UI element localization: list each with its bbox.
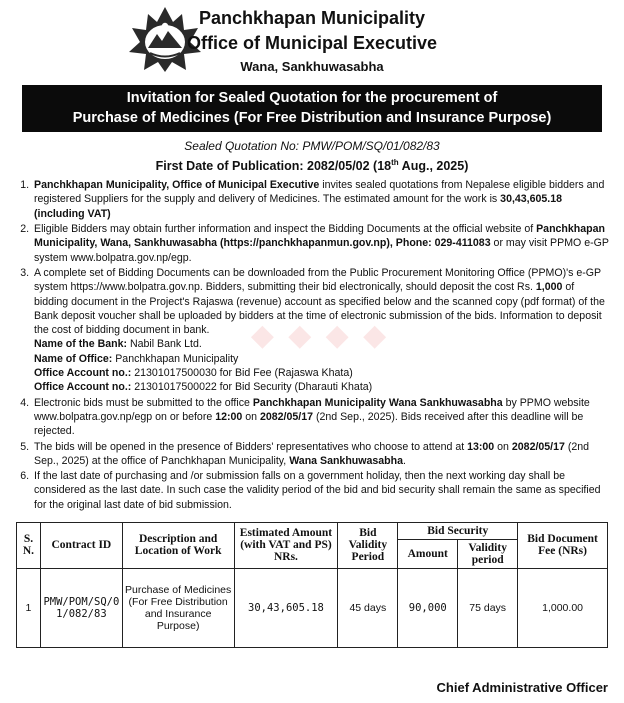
cell-contract-id: PMW/POM/SQ/01/082/83 (40, 568, 122, 647)
bid-fee-account: Office Account no.: 21301017500030 for Bid Fee (Rajaswa Khata) (34, 367, 353, 380)
publication-sup: th (391, 158, 399, 167)
header-security-validity: Validity period (458, 539, 518, 568)
header-estimated-amount: Estimated Amount (with VAT and PS) NRs. (234, 522, 338, 568)
notice-item-5: 5. The bids will be opened in the presence of Bidders' representatives who choose to attend at 13:00 on 2082/05/17 (2nd Sep., 2025) at the office of Panchkhapan Municipality, Wana Sankhuwasabha. (32, 440, 610, 469)
header-description: Description and Location of Work (122, 522, 234, 568)
table-header-row (17, 522, 608, 539)
cell-estimated-amount: 30,43,605.18 (234, 568, 338, 647)
banner-line-1: Invitation for Sealed Quotation for the procurement of (126, 90, 498, 106)
bid-security-account: Office Account no.: 21301017500022 for Bid Security (Dharauti Khata) (34, 381, 373, 394)
header-document-fee: Bid Document Fee (NRs) (518, 522, 608, 568)
header-security-amount: Amount (398, 539, 458, 568)
cell-document-fee: 1,000.00 (518, 568, 608, 647)
notice-item-2: 2. Eligible Bidders may obtain further information and inspect the Bidding Documents at the official website of Panchkhapan Municipality, Wana, Sankhuwasabha (https://panchkhapanmun.gov.np), Phone: 029-411083 or may visit PPMO e-GP system www.bolpatra.gov.np/egp. (32, 222, 610, 265)
publication-suffix: Aug., 2025) (398, 159, 469, 174)
cell-security-amount: 90,000 (398, 568, 458, 647)
header-sn: S. N. (17, 522, 41, 568)
quotation-number: Sealed Quotation No: PMW/POM/SQ/01/082/83 (184, 139, 440, 153)
title-banner (22, 85, 602, 132)
cell-bid-validity: 45 days (338, 568, 398, 647)
notice-item-1: 1. Panchkhapan Municipality, Office of Municipal Executive invites sealed quotations from Nepalese eligible bidders and registered Suppliers for the supply and delivery of Medicines. The estimated amount for the work is 30,43,605.18 (including VAT) (32, 178, 610, 221)
notice-item-4: 4. Electronic bids must be submitted to the office Panchkhapan Municipality Wana Sankhuwasabha by PPMO website www.bolpatra.gov.np/egp on or before 12:00 on 2082/05/17 (2nd Sep., 2025). Bids received after this deadline will be rejected. (32, 396, 610, 439)
table-row (17, 568, 608, 647)
bid-table (16, 522, 608, 648)
publication-date (14, 158, 610, 173)
header-bid-validity: Bid Validity Period (338, 522, 398, 568)
cell-description: Purchase of Medicines (For Free Distribution and Insurance Purpose) (122, 568, 234, 647)
signature-title: Chief Administrative Officer (436, 680, 608, 695)
cell-security-validity: 75 days (458, 568, 518, 647)
banner-line-2: Purchase of Medicines (For Free Distribution and Insurance Purpose) (72, 110, 552, 126)
header (14, 0, 610, 82)
office-name: Office of Municipal Executive (186, 33, 438, 53)
header-bid-security: Bid Security (398, 522, 518, 539)
publication-prefix: First Date of Publication: 2082/05/02 (18 (155, 159, 392, 174)
office-account-name: Name of Office: Panchkhapan Municipality (34, 352, 239, 365)
notice-items (14, 178, 610, 512)
cell-sn: 1 (17, 568, 41, 647)
watermark-logo: ◆ ◆ ◆ ◆ (250, 319, 390, 352)
notice-item-6: 6. If the last date of purchasing and /or submission falls on a government holiday, then the next working day shall be considered as the last date. In such case the validity period of the bid and bid security shall remain the same as specified for the original last date of bid submission. (32, 469, 610, 512)
office-location: Wana, Sankhuwasabha (240, 59, 384, 74)
header-contract-id: Contract ID (40, 522, 122, 568)
notice-item-3: 3. A complete set of Bidding Documents can be downloaded from the Public Procurement Monitoring Office (PPMO)'s e-GP system https://www.bolpatra.gov.np. Bidders, submitting their bid electronically, should deposit the cost Rs. 1,000 of bidding document in the Project's Rajaswa (revenue) account as specified below and the scanned copy (pdf format) of the Bank deposit voucher shall be uploaded by bidders at the time of electronic submission of the bids. Information to deposit the cost of bidding document in bank. Name of the Bank: Nabil Bank Ltd. Name of Office: Panchkhapan Municipality Office Account no.: 21301017500030 for Bid Fee (Rajaswa Khata) Office Account no.: 21301017500022 for Bid Security (Dharauti Khata) (32, 266, 610, 395)
municipality-name: Panchkhapan Municipality (198, 8, 426, 28)
bank-name: Name of the Bank: Nabil Bank Ltd. (34, 338, 202, 351)
